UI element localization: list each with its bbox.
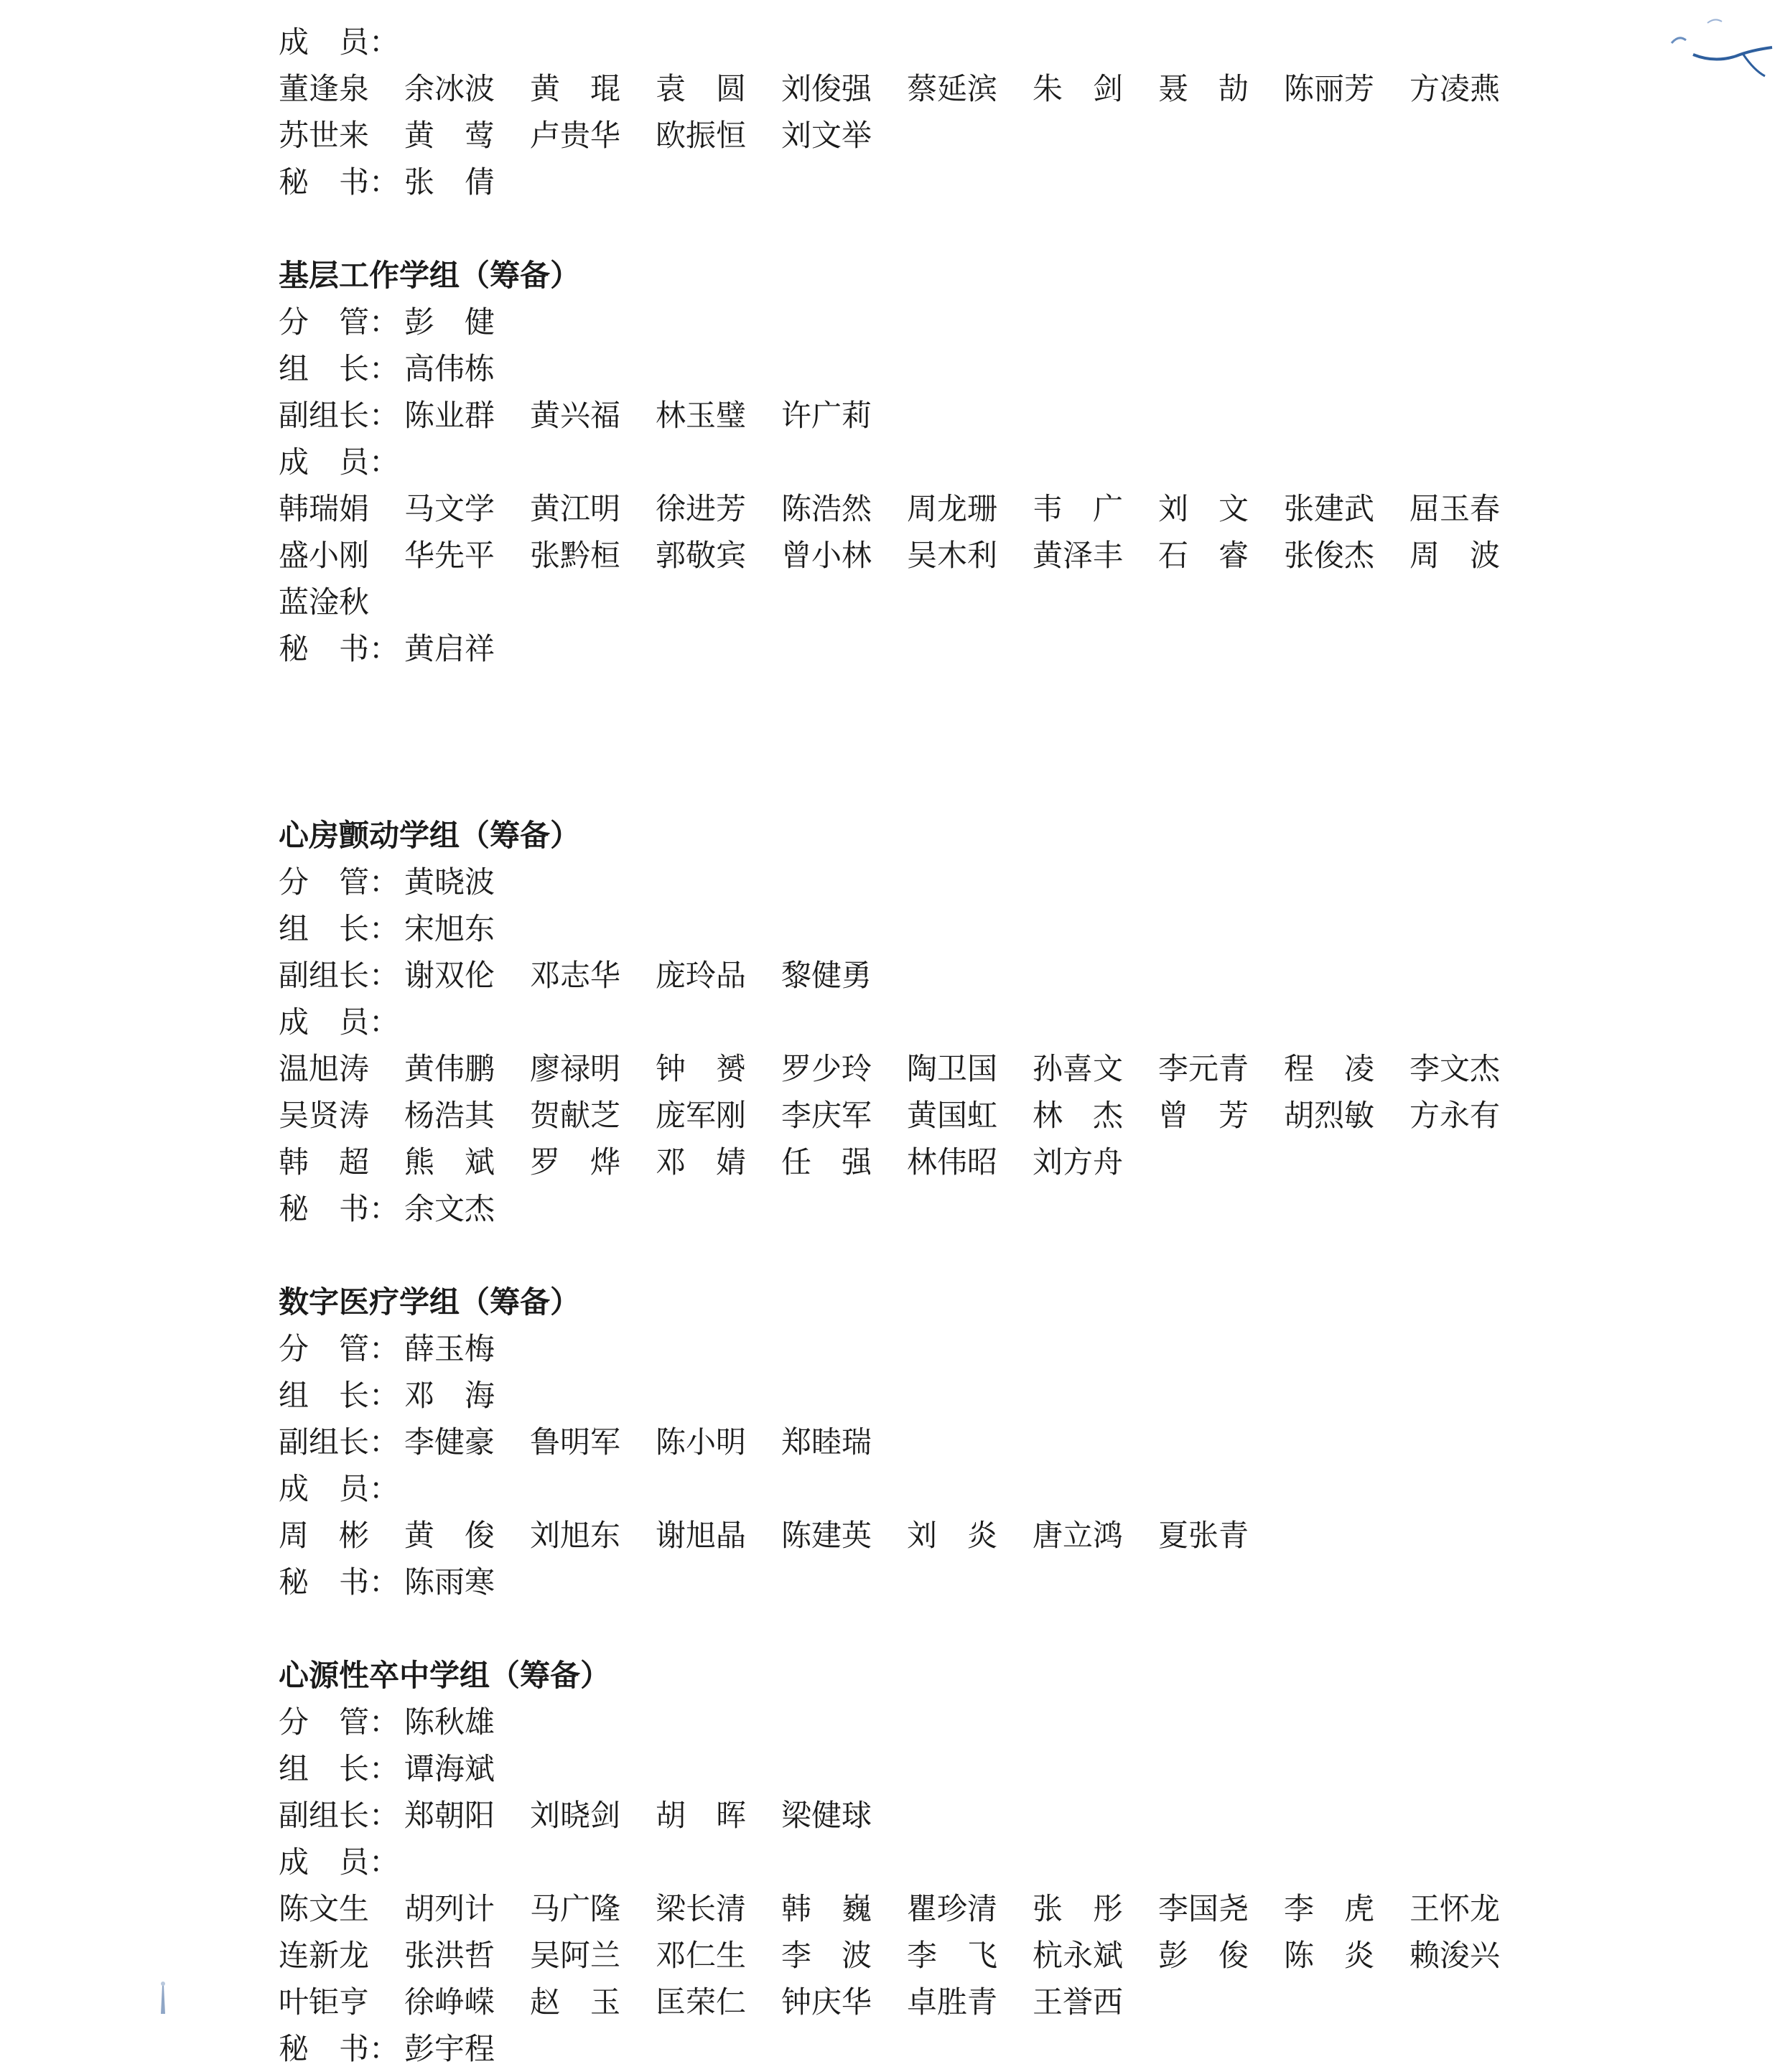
members-label-row xyxy=(279,19,1557,65)
member-name: 韩瑞娟 xyxy=(279,491,370,526)
leader-label: 组 长： xyxy=(279,1751,400,1786)
member-name: 卓胜青 xyxy=(907,1984,998,2020)
deputy-name: 胡 晖 xyxy=(656,1798,747,1833)
lighthouse-icon xyxy=(152,1978,174,2014)
member-name: 赖浚兴 xyxy=(1409,1938,1501,1973)
supervisor-label: 分 管： xyxy=(279,304,400,340)
secretary-label: 秘 书： xyxy=(279,1191,400,1226)
leader-name: 谭海斌 xyxy=(404,1751,495,1786)
supervisor-row xyxy=(279,859,1557,905)
leader-row xyxy=(279,1372,1557,1419)
member-name: 徐进芳 xyxy=(656,491,747,526)
member-name: 张洪哲 xyxy=(404,1938,495,1973)
supervisor-label: 分 管： xyxy=(279,1331,400,1366)
member-name: 马广隆 xyxy=(530,1891,621,1926)
member-name: 卢贵华 xyxy=(530,118,621,153)
member-name: 陈 炎 xyxy=(1284,1938,1375,1973)
secretary-row xyxy=(279,1185,1557,1232)
section-heading: 数字医疗学组（筹备） xyxy=(279,1284,581,1320)
secretary-name: 彭宇程 xyxy=(404,2031,495,2066)
member-name: 贺献芝 xyxy=(530,1098,621,1133)
secretary-row xyxy=(279,625,1557,672)
member-name: 李文杰 xyxy=(1409,1051,1501,1086)
member-name: 李国尧 xyxy=(1158,1891,1249,1926)
member-name: 赵 玉 xyxy=(530,1984,621,2020)
member-name: 梁长清 xyxy=(656,1891,747,1926)
member-name: 董逢泉 xyxy=(279,71,370,106)
member-name: 黄 琨 xyxy=(530,71,621,106)
secretary-row xyxy=(279,2025,1557,2072)
deputy-label: 副组长： xyxy=(279,958,400,993)
member-name: 袁 圆 xyxy=(656,71,747,106)
leader-label: 组 长： xyxy=(279,351,400,386)
member-name: 孙喜文 xyxy=(1033,1051,1124,1086)
member-name: 陈浩然 xyxy=(781,491,872,526)
deputy-name: 李健豪 xyxy=(404,1424,495,1460)
member-name: 李庆军 xyxy=(781,1098,872,1133)
member-name: 刘 文 xyxy=(1158,491,1249,526)
member-name: 廖禄明 xyxy=(530,1051,621,1086)
member-name: 叶钜亨 xyxy=(279,1984,370,2020)
deputy-row xyxy=(279,1792,1557,1839)
leader-name: 宋旭东 xyxy=(404,911,495,946)
member-name: 方永有 xyxy=(1409,1098,1501,1133)
supervisor-label: 分 管： xyxy=(279,1704,400,1740)
member-name: 熊 斌 xyxy=(404,1144,495,1180)
members-row xyxy=(279,532,1557,579)
member-name: 胡列计 xyxy=(404,1891,495,1926)
member-name: 夏张青 xyxy=(1158,1518,1249,1553)
member-name: 李 波 xyxy=(781,1938,872,1973)
member-name: 匡荣仁 xyxy=(656,1984,747,2020)
member-name: 林伟昭 xyxy=(907,1144,998,1180)
members-row xyxy=(279,1979,1557,2025)
member-name: 黄国虹 xyxy=(907,1098,998,1133)
member-name: 邓仁生 xyxy=(656,1938,747,1973)
member-name: 吴阿兰 xyxy=(530,1938,621,1973)
member-name: 李 飞 xyxy=(907,1938,998,1973)
member-name: 黄 莺 xyxy=(404,118,495,153)
deputy-name: 谢双伦 xyxy=(404,958,495,993)
supervisor-label: 分 管： xyxy=(279,864,400,900)
supervisor-name: 黄晓波 xyxy=(404,864,495,900)
supervisor-name: 彭 健 xyxy=(404,304,495,340)
deputy-name: 陈业群 xyxy=(404,398,495,433)
member-name: 华先平 xyxy=(404,538,495,573)
members-row xyxy=(279,65,1557,112)
member-name: 刘文举 xyxy=(781,118,872,153)
member-name: 吴贤涛 xyxy=(279,1098,370,1133)
supervisor-name: 薛玉梅 xyxy=(404,1331,495,1366)
member-name: 胡烈敏 xyxy=(1284,1098,1375,1133)
deputy-row xyxy=(279,392,1557,439)
member-name: 瞿珍清 xyxy=(907,1891,998,1926)
deputy-label: 副组长： xyxy=(279,1424,400,1460)
member-name: 刘方舟 xyxy=(1033,1144,1124,1180)
members-row xyxy=(279,1932,1557,1979)
deputy-name: 邓志华 xyxy=(530,958,621,993)
deputy-label: 副组长： xyxy=(279,1798,400,1833)
member-name: 张建武 xyxy=(1284,491,1375,526)
member-name: 黄 俊 xyxy=(404,1518,495,1553)
member-name: 蔡延滨 xyxy=(907,71,998,106)
member-name: 程 凌 xyxy=(1284,1051,1375,1086)
member-name: 陶卫国 xyxy=(907,1051,998,1086)
leader-name: 邓 海 xyxy=(404,1378,495,1413)
member-name: 聂 劼 xyxy=(1158,71,1249,106)
member-name: 余冰波 xyxy=(404,71,495,106)
secretary-name: 陈雨寒 xyxy=(404,1564,495,1600)
members-label: 成 员： xyxy=(279,444,400,480)
member-name: 罗 烨 xyxy=(530,1144,621,1180)
section-heading: 心房颤动学组（筹备） xyxy=(279,818,581,853)
member-name: 钟 赟 xyxy=(656,1051,747,1086)
member-name: 彭 俊 xyxy=(1158,1938,1249,1973)
supervisor-row xyxy=(279,299,1557,345)
member-name: 温旭涛 xyxy=(279,1051,370,1086)
members-row xyxy=(279,1092,1557,1139)
secretary-row xyxy=(279,159,1557,205)
member-name: 马文学 xyxy=(404,491,495,526)
member-name: 韦 广 xyxy=(1033,491,1124,526)
leader-row xyxy=(279,345,1557,392)
member-name: 李 虎 xyxy=(1284,1891,1375,1926)
member-name: 王誉西 xyxy=(1033,1984,1124,2020)
members-row xyxy=(279,1139,1557,1185)
member-name: 钟庆华 xyxy=(781,1984,872,2020)
member-name: 周龙珊 xyxy=(907,491,998,526)
supervisor-row xyxy=(279,1325,1557,1372)
deputy-label: 副组长： xyxy=(279,398,400,433)
members-label: 成 员： xyxy=(279,1471,400,1506)
member-name: 刘俊强 xyxy=(781,71,872,106)
members-label: 成 员： xyxy=(279,24,400,60)
secretary-label: 秘 书： xyxy=(279,631,400,666)
deputy-name: 陈小明 xyxy=(656,1424,747,1460)
member-name: 陈丽芳 xyxy=(1284,71,1375,106)
member-name: 林 杰 xyxy=(1033,1098,1124,1133)
member-name: 吴木利 xyxy=(907,538,998,573)
secretary-name: 张 倩 xyxy=(404,164,495,200)
secretary-label: 秘 书： xyxy=(279,1564,400,1600)
members-label-row xyxy=(279,1839,1557,1885)
member-name: 刘旭东 xyxy=(530,1518,621,1553)
member-name: 王怀龙 xyxy=(1409,1891,1501,1926)
member-name: 任 强 xyxy=(781,1144,872,1180)
deputy-name: 梁健球 xyxy=(781,1798,872,1833)
member-name: 屈玉春 xyxy=(1409,491,1501,526)
section-heading: 心源性卒中学组（筹备） xyxy=(279,1658,611,1693)
member-name: 黄泽丰 xyxy=(1033,538,1124,573)
members-label: 成 员： xyxy=(279,1844,400,1880)
secretary-row xyxy=(279,1559,1557,1605)
deputy-row xyxy=(279,952,1557,999)
members-row xyxy=(279,1045,1557,1092)
member-name: 苏世来 xyxy=(279,118,370,153)
member-name: 唐立鸿 xyxy=(1033,1518,1124,1553)
leader-label: 组 长： xyxy=(279,1378,400,1413)
member-name: 方凌燕 xyxy=(1409,71,1501,106)
member-name: 曾 芳 xyxy=(1158,1098,1249,1133)
members-row xyxy=(279,1885,1557,1932)
secretary-name: 余文杰 xyxy=(404,1191,495,1226)
member-name: 黄伟鹏 xyxy=(404,1051,495,1086)
leader-row xyxy=(279,1745,1557,1792)
member-name: 庞军刚 xyxy=(656,1098,747,1133)
deputy-row xyxy=(279,1419,1557,1465)
members-label-row xyxy=(279,439,1557,485)
member-name: 张黔桓 xyxy=(530,538,621,573)
member-name: 欧振恒 xyxy=(656,118,747,153)
members-row xyxy=(279,579,1557,625)
secretary-label: 秘 书： xyxy=(279,2031,400,2066)
member-name: 韩 超 xyxy=(279,1144,370,1180)
supervisor-name: 陈秋雄 xyxy=(404,1704,495,1740)
members-label: 成 员： xyxy=(279,1004,400,1040)
member-name: 朱 剑 xyxy=(1033,71,1124,106)
member-name: 石 睿 xyxy=(1158,538,1249,573)
deputy-name: 刘晓剑 xyxy=(530,1798,621,1833)
members-row xyxy=(279,112,1557,159)
secretary-label: 秘 书： xyxy=(279,164,400,200)
member-name: 周 彬 xyxy=(279,1518,370,1553)
member-name: 张俊杰 xyxy=(1284,538,1375,573)
members-label-row xyxy=(279,999,1557,1045)
leader-label: 组 长： xyxy=(279,911,400,946)
deputy-name: 郑睦瑞 xyxy=(781,1424,872,1460)
member-name: 黄江明 xyxy=(530,491,621,526)
leader-name: 高伟栋 xyxy=(404,351,495,386)
leader-row xyxy=(279,905,1557,952)
member-name: 罗少玲 xyxy=(781,1051,872,1086)
seagull-icon xyxy=(1664,13,1779,78)
member-name: 郭敬宾 xyxy=(656,538,747,573)
member-name: 杭永斌 xyxy=(1033,1938,1124,1973)
deputy-name: 郑朝阳 xyxy=(404,1798,495,1833)
deputy-name: 黄兴福 xyxy=(530,398,621,433)
deputy-name: 黎健勇 xyxy=(781,958,872,993)
member-name: 邓 婧 xyxy=(656,1144,747,1180)
member-name: 李元青 xyxy=(1158,1051,1249,1086)
deputy-name: 林玉璧 xyxy=(656,398,747,433)
member-name: 蓝淦秋 xyxy=(279,584,370,620)
deputy-name: 鲁明军 xyxy=(530,1424,621,1460)
deputy-name: 许广莉 xyxy=(781,398,872,433)
members-row xyxy=(279,1512,1557,1559)
member-name: 盛小刚 xyxy=(279,538,370,573)
member-name: 曾小林 xyxy=(781,538,872,573)
member-name: 张 彤 xyxy=(1033,1891,1124,1926)
member-name: 杨浩其 xyxy=(404,1098,495,1133)
members-label-row xyxy=(279,1465,1557,1512)
member-name: 韩 巍 xyxy=(781,1891,872,1926)
supervisor-row xyxy=(279,1699,1557,1745)
secretary-name: 黄启祥 xyxy=(404,631,495,666)
section-heading: 基层工作学组（筹备） xyxy=(279,258,581,293)
member-name: 连新龙 xyxy=(279,1938,370,1973)
member-name: 陈文生 xyxy=(279,1891,370,1926)
deputy-name: 庞玲品 xyxy=(656,958,747,993)
member-name: 刘 炎 xyxy=(907,1518,998,1553)
member-name: 陈建英 xyxy=(781,1518,872,1553)
members-row xyxy=(279,485,1557,532)
member-name: 谢旭晶 xyxy=(656,1518,747,1553)
document-body xyxy=(279,19,1557,2072)
member-name: 徐峥嵘 xyxy=(404,1984,495,2020)
member-name: 周 波 xyxy=(1409,538,1501,573)
